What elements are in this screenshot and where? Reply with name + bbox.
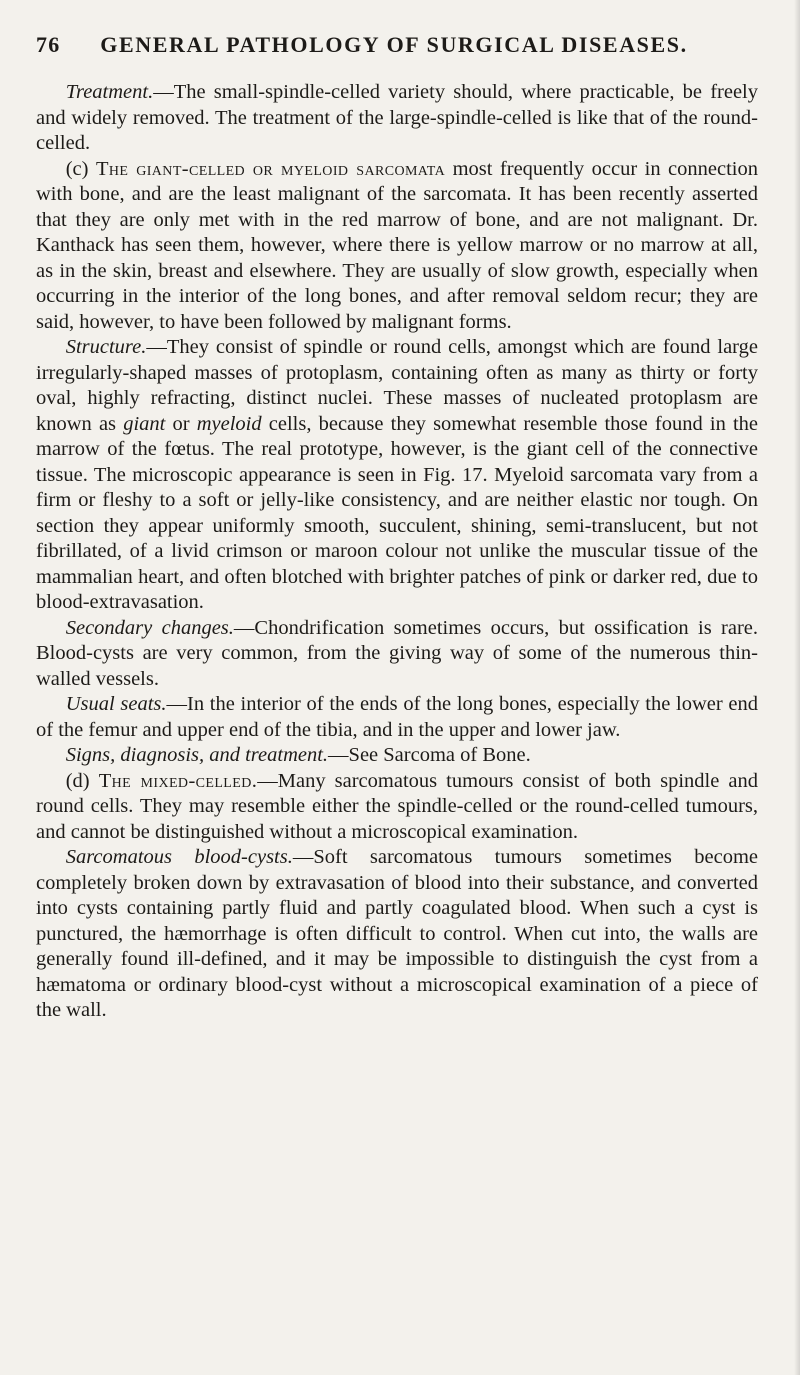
italic-term: giant	[123, 412, 166, 435]
section-heading: The mixed-celled.	[98, 769, 258, 792]
paragraph-secondary-changes	[36, 616, 758, 693]
paragraph-label: Usual seats.	[65, 693, 167, 715]
paragraph-giant-celled	[36, 157, 758, 336]
page-edge-shadow	[794, 0, 800, 1375]
book-page	[36, 30, 758, 1024]
running-title: GENERAL PATHOLOGY OF SURGICAL DISEASES.	[100, 32, 688, 57]
paragraph-text: —The small-spindle-celled variety should, where practicable, be freely and widely removed. The treatment of the large-spindle-celled is like that of the round-celled.	[36, 81, 758, 154]
paragraph-label: Secondary changes.	[65, 616, 234, 639]
paragraph-text: —Chondrification sometimes occurs, but ossification is rare. Blood-cysts are very common, from the giving way of some of the numerous thin-walled vessels.	[36, 616, 758, 690]
section-prefix: (c)	[65, 157, 89, 180]
paragraph-treatment	[36, 80, 758, 157]
paragraph-usual-seats	[36, 692, 758, 743]
italic-term: myeloid	[196, 412, 262, 435]
paragraph-signs	[36, 743, 758, 769]
paragraph-text: —They consist of spindle or round cells, amongst which are found large irregularly-shaped masses of protoplasm, containing often as many as thirty or forty oval, highly refracting, distinct nuclei. These masses of nucleated protoplasm are known as	[36, 336, 758, 435]
paragraph-label: Structure.	[65, 336, 147, 358]
paragraph-label: Treatment.	[65, 81, 154, 103]
paragraph-mixed-celled	[36, 769, 758, 846]
page-number: 76	[36, 32, 61, 57]
paragraph-structure	[36, 335, 758, 616]
paragraph-text: —Soft sarcomatous tumours sometimes become completely broken down by extravasation of blood into their substance, and converted into cysts containing partly fluid and partly coagulated blood. When such a cyst is punctured, the hæmorrhage is often difficult to control. When cut into, the walls are generally found ill-defined, and it may be impossible to distinguish the cyst from a hæmatoma or ordinary blood-cyst without a microscopical examination of a piece of the wall.	[36, 846, 758, 1021]
paragraph-text: cells, because they somewhat resemble those found in the marrow of the fœtus. The real prototype, however, is the giant cell of the connective tissue. The microscopic appearance is seen in Fig. 17. Myeloid sarcomata vary from a firm or fleshy to a soft or jelly-like consistency, and are neither elastic nor tough. On section they appear uniformly smooth, succulent, shining, semi-translucent, but not fibrillated, of a livid crimson or maroon colour not unlike the muscular tissue of the mammalian heart, and often blotched with brighter patches of pink or darker red, due to blood-extravasation.	[36, 412, 759, 613]
paragraph-label: Sarcomatous blood-cysts.	[65, 846, 293, 868]
paragraph-text: —See Sarcoma of Bone.	[328, 744, 531, 766]
paragraph-label: Signs, diagnosis, and treatment.	[65, 744, 329, 766]
body-text	[36, 80, 758, 1024]
section-prefix: (d)	[65, 769, 90, 792]
paragraph-text: —Many sarcomatous tumours consist of both spindle and round cells. They may resemble either the spindle-celled or the round-celled tumours, and cannot be distinguished without a microscopical examination.	[36, 769, 759, 843]
paragraph-text: or	[165, 412, 197, 435]
paragraph-text: —In the interior of the ends of the long bones, especially the lower end of the femur and upper end of the tibia, and in the upper and lower jaw.	[36, 693, 758, 741]
running-head	[36, 30, 758, 70]
paragraph-text: most frequently occur in connection with bone, and are the least malignant of the sarcomata. It has been recently asserted that they are only met with in the red marrow of bone, and are not malignant. Dr. Kanthack has seen them, however, where there is yellow marrow or no marrow at all, as in the skin, breast and elsewhere. They are usually of slow growth, especially when occurring in the interior of the long bones, and after removal seldom recur; they are said, however, to have been followed by malignant forms.	[36, 157, 758, 333]
section-heading: The giant-celled or myeloid sarcomata	[95, 157, 446, 180]
paragraph-blood-cysts	[36, 845, 758, 1024]
